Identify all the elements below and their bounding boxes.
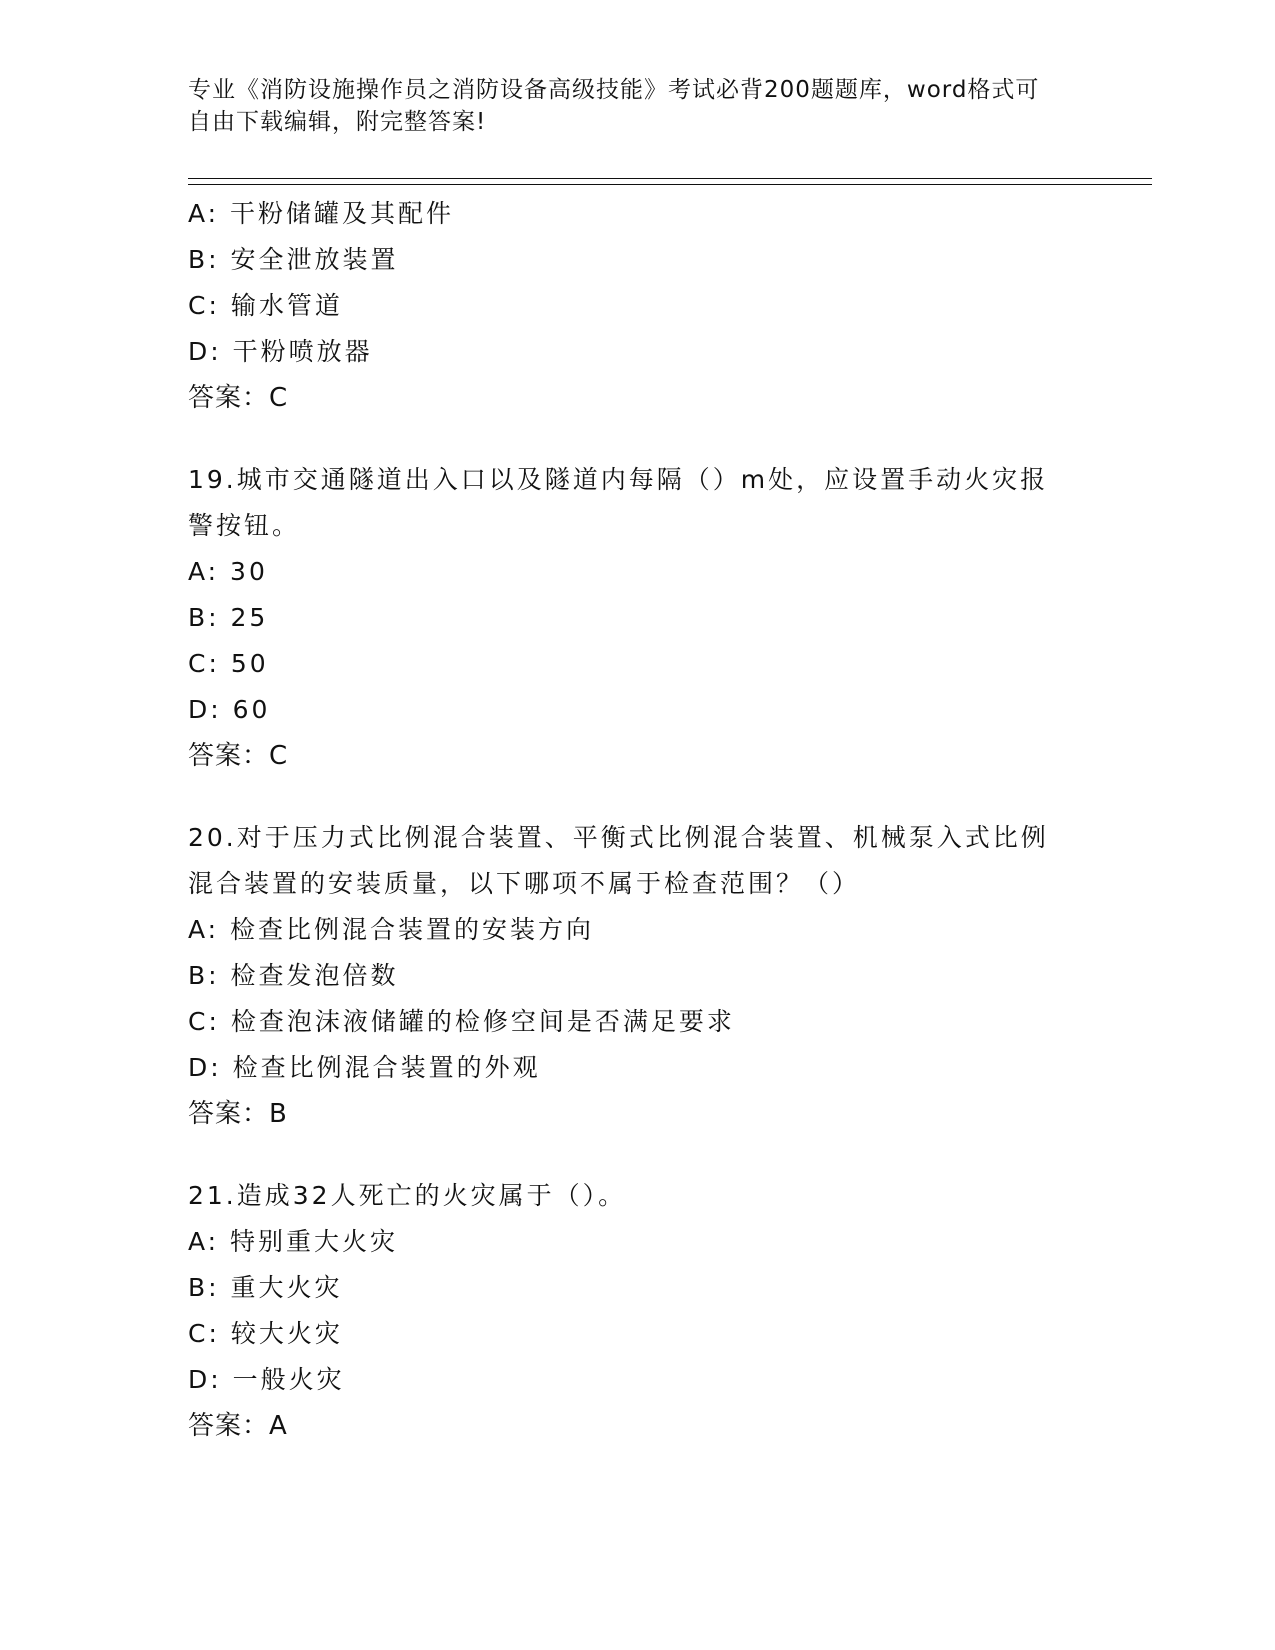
question-stem-line-1: 20.对于压力式比例混合装置、平衡式比例混合装置、机械泵入式比例 [188, 823, 1049, 852]
answer-line: 答案：C [188, 383, 289, 413]
answer-line: 答案：B [188, 1099, 288, 1129]
question-stem-line-2: 混合装置的安装质量，以下哪项不属于检查范围？（） [188, 869, 861, 898]
option-a: A: 特别重大火灾 [188, 1227, 399, 1256]
option-a: A: 干粉储罐及其配件 [188, 199, 455, 228]
header-divider-bottom [188, 184, 1152, 185]
document-header [188, 74, 1068, 138]
option-c: C: 50 [188, 649, 269, 678]
option-c: C: 检查泡沫液储罐的检修空间是否满足要求 [188, 1007, 735, 1036]
option-b: B: 检查发泡倍数 [188, 961, 399, 990]
question-list [188, 191, 1088, 1449]
answer-line: 答案：C [188, 741, 289, 771]
header-line-1: 专业《消防设施操作员之消防设备高级技能》考试必背200题题库，word格式可 [188, 77, 1040, 103]
option-b: B: 安全泄放装置 [188, 245, 399, 274]
question-block-21 [188, 1173, 1088, 1449]
option-c: C: 输水管道 [188, 291, 343, 320]
option-d: D: 干粉喷放器 [188, 337, 373, 366]
question-stem-line-1: 21.造成32人死亡的火灾属于（）。 [188, 1181, 627, 1210]
option-b: B: 25 [188, 603, 269, 632]
answer-line: 答案：A [188, 1411, 288, 1441]
option-a: A: 30 [188, 557, 268, 586]
header-divider-top [188, 178, 1152, 179]
question-block-20 [188, 815, 1088, 1137]
option-d: D: 检查比例混合装置的外观 [188, 1053, 541, 1082]
option-d: D: 一般火灾 [188, 1365, 345, 1394]
question-block-19 [188, 457, 1088, 779]
question-stem-line-1: 19.城市交通隧道出入口以及隧道内每隔（）m处，应设置手动火灾报 [188, 465, 1049, 494]
header-line-2: 自由下载编辑，附完整答案! [188, 109, 487, 135]
option-a: A: 检查比例混合装置的安装方向 [188, 915, 595, 944]
question-stem-line-2: 警按钮。 [188, 511, 301, 540]
option-c: C: 较大火灾 [188, 1319, 343, 1348]
option-d: D: 60 [188, 695, 271, 724]
option-b: B: 重大火灾 [188, 1273, 343, 1302]
question-block-18 [188, 191, 1088, 421]
